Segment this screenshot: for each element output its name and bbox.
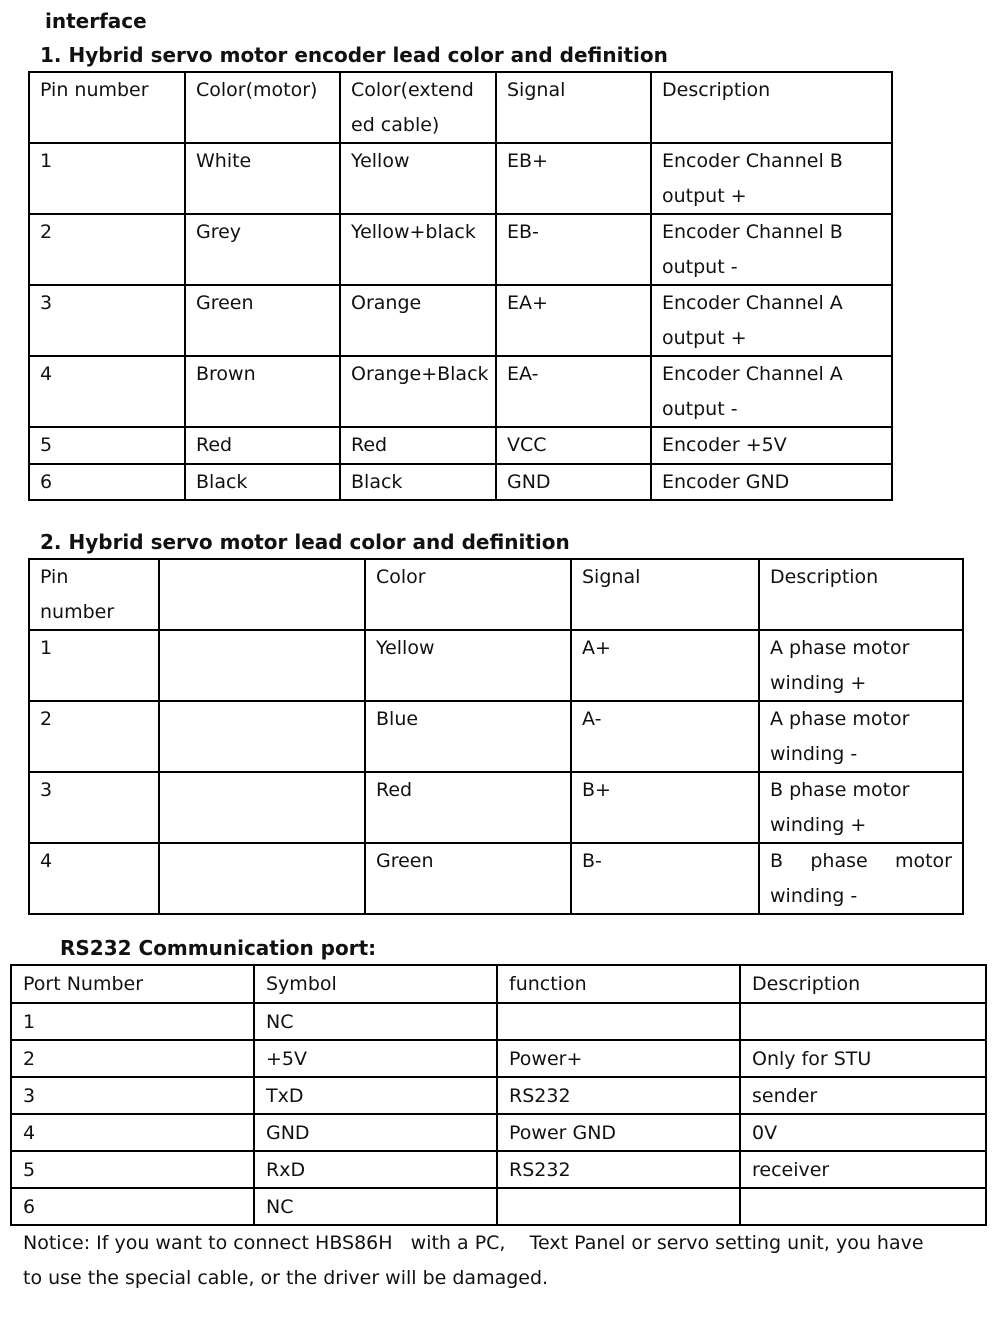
header-line: ed cable) [351, 113, 440, 136]
description-line: winding + [770, 813, 867, 836]
color-cell: Green [365, 843, 571, 914]
table-row [29, 214, 892, 285]
header-color-extended-cable [340, 72, 496, 143]
function-cell: Power GND [497, 1114, 740, 1151]
port-cell: 4 [11, 1114, 254, 1151]
description-cell: 0V [740, 1114, 986, 1151]
table-row [11, 1188, 986, 1225]
motor-lead-table [28, 558, 964, 915]
table-row [29, 143, 892, 214]
description-line: output + [662, 326, 747, 349]
table-row [29, 464, 892, 501]
description-line: winding + [770, 671, 867, 694]
description-cell [759, 630, 963, 701]
color-ext-cell: Orange+Black [340, 356, 496, 427]
description-line: B phase motor [770, 779, 910, 801]
header-line: Color(extend [351, 79, 474, 101]
blank-cell [159, 843, 365, 914]
signal-cell: EB+ [496, 143, 651, 214]
function-cell [497, 1003, 740, 1040]
pin-cell: 1 [29, 143, 185, 214]
pin-cell: 6 [29, 464, 185, 501]
blank-cell [159, 701, 365, 772]
description-line: Encoder Channel A [662, 363, 843, 385]
table-row [29, 701, 963, 772]
port-cell: 1 [11, 1003, 254, 1040]
pin-cell: 4 [29, 356, 185, 427]
description-line: Encoder Channel A [662, 292, 843, 314]
pin-cell: 3 [29, 285, 185, 356]
port-cell: 2 [11, 1040, 254, 1077]
header-signal: Signal [496, 72, 651, 143]
notice-text [23, 1226, 983, 1296]
port-cell: 3 [11, 1077, 254, 1114]
description-cell [651, 143, 892, 214]
signal-cell: B- [571, 843, 759, 914]
color-motor-cell: White [185, 143, 340, 214]
table-header-row [11, 965, 986, 1003]
description-cell: receiver [740, 1151, 986, 1188]
header-pin-number: Pin number [29, 72, 185, 143]
header-line: Pin [40, 566, 69, 588]
header-pin-number [29, 559, 159, 630]
description-line: B phase motor [770, 850, 952, 872]
table-header-row [29, 559, 963, 630]
signal-cell: A- [571, 701, 759, 772]
description-cell [759, 843, 963, 914]
description-cell [759, 701, 963, 772]
color-cell: Blue [365, 701, 571, 772]
table-row [29, 356, 892, 427]
description-cell [740, 1003, 986, 1040]
color-motor-cell: Green [185, 285, 340, 356]
encoder-lead-title: 1. Hybrid servo motor encoder lead color and definition [40, 43, 668, 67]
function-cell: RS232 [497, 1077, 740, 1114]
table-row [11, 1114, 986, 1151]
table-row [11, 1003, 986, 1040]
description-line: output + [662, 184, 747, 207]
pin-cell: 5 [29, 427, 185, 464]
color-ext-cell: Yellow+black [340, 214, 496, 285]
function-cell: RS232 [497, 1151, 740, 1188]
color-ext-cell: Red [340, 427, 496, 464]
description-line: winding - [770, 742, 858, 765]
pin-cell: 1 [29, 630, 159, 701]
description-cell: sender [740, 1077, 986, 1114]
color-motor-cell: Black [185, 464, 340, 501]
signal-cell: B+ [571, 772, 759, 843]
description-cell [651, 285, 892, 356]
signal-cell: A+ [571, 630, 759, 701]
pin-cell: 3 [29, 772, 159, 843]
header-function: function [497, 965, 740, 1003]
signal-cell: VCC [496, 427, 651, 464]
signal-cell: EA+ [496, 285, 651, 356]
symbol-cell: NC [254, 1003, 497, 1040]
rs232-title: RS232 Communication port: [60, 936, 377, 960]
function-cell [497, 1188, 740, 1225]
motor-lead-title: 2. Hybrid servo motor lead color and definition [40, 530, 570, 554]
description-line: output - [662, 255, 738, 278]
description-cell [759, 772, 963, 843]
table-row [11, 1077, 986, 1114]
color-ext-cell: Yellow [340, 143, 496, 214]
header-symbol: Symbol [254, 965, 497, 1003]
description-line: A phase motor [770, 708, 910, 730]
symbol-cell: +5V [254, 1040, 497, 1077]
signal-cell: EA- [496, 356, 651, 427]
header-line: number [40, 600, 115, 623]
symbol-cell: GND [254, 1114, 497, 1151]
description-line: winding - [770, 884, 858, 907]
table-row [11, 1151, 986, 1188]
table-row [29, 772, 963, 843]
description-cell: Encoder GND [651, 464, 892, 501]
blank-cell [159, 630, 365, 701]
description-cell: Only for STU [740, 1040, 986, 1077]
notice-line: Notice: If you want to connect HBS86H with a PC, Text Panel or servo setting unit, you have [23, 1232, 924, 1254]
symbol-cell: TxD [254, 1077, 497, 1114]
color-ext-cell: Black [340, 464, 496, 501]
notice-line: to use the special cable, or the driver will be damaged. [23, 1267, 549, 1289]
function-cell: Power+ [497, 1040, 740, 1077]
header-description: Description [651, 72, 892, 143]
header-description: Description [759, 559, 963, 630]
symbol-cell: NC [254, 1188, 497, 1225]
pin-cell: 2 [29, 701, 159, 772]
description-line: Encoder Channel B [662, 150, 843, 172]
table-row [29, 843, 963, 914]
table-row [29, 427, 892, 464]
color-cell: Red [365, 772, 571, 843]
interface-label: interface [45, 9, 147, 33]
color-motor-cell: Brown [185, 356, 340, 427]
color-motor-cell: Red [185, 427, 340, 464]
description-line: A phase motor [770, 637, 910, 659]
header-blank [159, 559, 365, 630]
table-row [29, 630, 963, 701]
header-signal: Signal [571, 559, 759, 630]
table-row [11, 1040, 986, 1077]
pin-cell: 4 [29, 843, 159, 914]
symbol-cell: RxD [254, 1151, 497, 1188]
blank-cell [159, 772, 365, 843]
rs232-port-table [10, 964, 987, 1226]
description-cell: Encoder +5V [651, 427, 892, 464]
header-port-number: Port Number [11, 965, 254, 1003]
header-color-motor: Color(motor) [185, 72, 340, 143]
encoder-lead-table [28, 71, 893, 501]
signal-cell: GND [496, 464, 651, 501]
port-cell: 5 [11, 1151, 254, 1188]
header-color: Color [365, 559, 571, 630]
header-description: Description [740, 965, 986, 1003]
description-cell [740, 1188, 986, 1225]
description-line: Encoder Channel B [662, 221, 843, 243]
port-cell: 6 [11, 1188, 254, 1225]
color-cell: Yellow [365, 630, 571, 701]
description-cell [651, 356, 892, 427]
pin-cell: 2 [29, 214, 185, 285]
table-row [29, 285, 892, 356]
description-line: output - [662, 397, 738, 420]
signal-cell: EB- [496, 214, 651, 285]
color-ext-cell: Orange [340, 285, 496, 356]
description-cell [651, 214, 892, 285]
table-header-row [29, 72, 892, 143]
color-motor-cell: Grey [185, 214, 340, 285]
